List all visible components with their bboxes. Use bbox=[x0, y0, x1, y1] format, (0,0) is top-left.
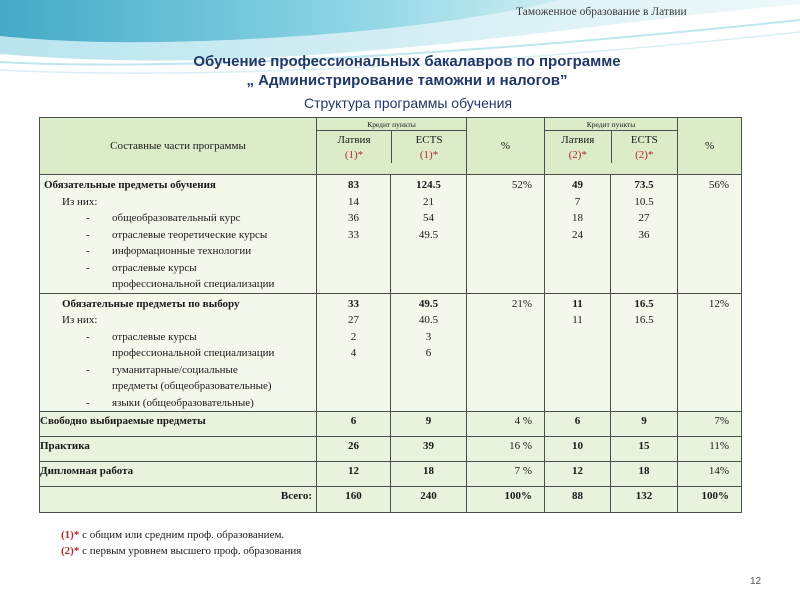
cell-value: 40.5 bbox=[418, 314, 439, 326]
section-mandatory-label bbox=[40, 175, 317, 294]
cell-value: 9 bbox=[611, 412, 678, 437]
credit-points-label-1: Кредит пункты bbox=[317, 118, 466, 131]
total-label: Всего: bbox=[40, 487, 317, 513]
list-item bbox=[40, 395, 316, 412]
footnotes bbox=[61, 527, 301, 559]
list-item-label: отраслевые курсы bbox=[112, 330, 197, 343]
cell-value: 6 bbox=[317, 412, 391, 437]
sec2-latvia-2 bbox=[545, 293, 611, 412]
sec1-latvia-1 bbox=[317, 175, 391, 294]
cell-value: 6 bbox=[425, 347, 432, 359]
footnote-mark: (1)* bbox=[61, 529, 80, 541]
dash-mark: - bbox=[86, 228, 90, 241]
cell-value: 100% bbox=[467, 487, 545, 513]
cell-value: 33 bbox=[348, 228, 359, 241]
percent-label-1: % bbox=[500, 140, 511, 152]
header-credit-points-1 bbox=[317, 118, 467, 175]
sec1-percent-2 bbox=[678, 175, 742, 294]
table-row bbox=[40, 462, 742, 487]
cell-value: 3 bbox=[425, 330, 432, 343]
cell-value: 18 bbox=[611, 462, 678, 487]
header-components-label: Составные части программы bbox=[110, 140, 246, 152]
page-number: 12 bbox=[750, 576, 762, 587]
section-mandatory-title: Обязательные предметы обучения bbox=[44, 179, 216, 191]
list-item bbox=[40, 210, 316, 227]
cell-value: 56% bbox=[708, 179, 730, 191]
mark-2-lv: (2)* bbox=[568, 149, 587, 161]
ects-label-2: ECTS bbox=[630, 134, 658, 146]
cell-value: 100% bbox=[678, 487, 742, 513]
cell-value: 49.5 bbox=[418, 228, 439, 241]
sec1-ects-1 bbox=[391, 175, 467, 294]
list-item bbox=[40, 329, 316, 346]
header-latvia-2 bbox=[545, 131, 611, 163]
cell-value: 33 bbox=[348, 297, 359, 310]
header-ects-2 bbox=[611, 131, 678, 163]
cell-value: 27 bbox=[348, 314, 359, 326]
table-total-row bbox=[40, 487, 742, 513]
cell-value: 18 bbox=[572, 212, 584, 224]
dash-mark: - bbox=[86, 396, 90, 409]
cell-value: 14% bbox=[678, 462, 742, 487]
cell-value: 21% bbox=[511, 297, 533, 310]
program-structure-table bbox=[39, 117, 742, 513]
cell-value: 12% bbox=[708, 297, 730, 310]
cell-value: 11 bbox=[572, 314, 583, 326]
cell-value: 7% bbox=[678, 412, 742, 437]
list-item bbox=[40, 362, 316, 379]
ects-label-1: ECTS bbox=[415, 134, 443, 146]
list-item-label: информационные технологии bbox=[112, 245, 252, 257]
footnote-1 bbox=[61, 527, 301, 543]
table-row bbox=[40, 437, 742, 462]
cell-value: 12 bbox=[545, 462, 611, 487]
slide-title-line-1: Обучение профессиональных бакалавров по программе bbox=[193, 53, 621, 70]
list-item-continuation: предметы (общеобразовательные) bbox=[112, 380, 272, 392]
sec2-latvia-1 bbox=[317, 293, 391, 412]
slide-title-line-2: „ Администрирование таможни и налогов” bbox=[246, 72, 568, 89]
list-item-continuation: профессиональной специализации bbox=[112, 278, 275, 290]
sec1-latvia-2 bbox=[545, 175, 611, 294]
sec2-percent-1 bbox=[467, 293, 545, 412]
cell-value: 24 bbox=[572, 228, 584, 241]
section-elective-row bbox=[40, 293, 742, 412]
cell-value: 240 bbox=[391, 487, 467, 513]
cell-value: 10.5 bbox=[634, 195, 654, 208]
cell-value: 54 bbox=[423, 212, 434, 224]
cell-value: 18 bbox=[391, 462, 467, 487]
list-item bbox=[40, 243, 316, 260]
section-elective-title: Обязательные предметы по выбору bbox=[62, 297, 240, 310]
cell-value: 7 bbox=[574, 195, 581, 208]
list-item bbox=[40, 227, 316, 244]
cell-value: 2 bbox=[350, 330, 357, 343]
dash-mark: - bbox=[86, 330, 90, 343]
sec2-percent-2 bbox=[678, 293, 742, 412]
cell-value: 27 bbox=[638, 212, 650, 224]
cell-value: 49 bbox=[572, 179, 584, 191]
footnote-text: с первым уровнем высшего проф. образования bbox=[79, 545, 302, 557]
mark-1-ects: (1)* bbox=[419, 149, 439, 161]
section-elective-of-them: Из них: bbox=[62, 314, 98, 326]
header-latvia-1 bbox=[317, 131, 391, 163]
cell-value: 160 bbox=[317, 487, 391, 513]
cell-value: 9 bbox=[391, 412, 467, 437]
list-item-label: отраслевые теоретические курсы bbox=[112, 228, 268, 241]
cell-value: 88 bbox=[545, 487, 611, 513]
cell-value: 15 bbox=[611, 437, 678, 462]
list-item-label: отраслевые курсы bbox=[112, 261, 197, 274]
cell-value: 124.5 bbox=[416, 179, 441, 191]
cell-value: 73.5 bbox=[634, 179, 654, 191]
sec1-ects-2 bbox=[611, 175, 678, 294]
cell-value: 36 bbox=[348, 212, 359, 224]
section-elective-label bbox=[40, 293, 317, 412]
cell-value: 132 bbox=[611, 487, 678, 513]
dash-mark: - bbox=[86, 245, 90, 257]
cell-value: 11 bbox=[572, 297, 583, 310]
table-row bbox=[40, 412, 742, 437]
cell-value: 49.5 bbox=[418, 297, 439, 310]
table-header-row bbox=[40, 118, 742, 175]
cell-value: 21 bbox=[423, 195, 434, 208]
row-label: Дипломная работа bbox=[40, 462, 317, 487]
cell-value: 52% bbox=[511, 179, 533, 191]
cell-value: 4 % bbox=[467, 412, 545, 437]
header-ects-1 bbox=[391, 131, 466, 163]
footnote-2 bbox=[61, 543, 301, 559]
mark-1-lv: (1)* bbox=[344, 149, 364, 161]
section-mandatory-row bbox=[40, 175, 742, 294]
cell-value: 4 bbox=[350, 347, 357, 359]
cell-value: 16.5 bbox=[634, 314, 654, 326]
credit-points-label-2: Кредит пункты bbox=[545, 118, 677, 131]
latvia-label-2: Латвия bbox=[561, 134, 595, 146]
cell-value: 7 % bbox=[467, 462, 545, 487]
slide-title bbox=[0, 52, 800, 90]
dash-mark: - bbox=[86, 261, 90, 274]
latvia-label-1: Латвия bbox=[337, 134, 371, 146]
section-mandatory-of-them: Из них: bbox=[62, 195, 98, 208]
cell-value: 11% bbox=[678, 437, 742, 462]
list-item-continuation: профессиональной специализации bbox=[112, 347, 275, 359]
cell-value: 6 bbox=[545, 412, 611, 437]
cell-value: 36 bbox=[638, 228, 650, 241]
cell-value: 39 bbox=[391, 437, 467, 462]
header-components bbox=[40, 118, 317, 175]
header-credit-points-2 bbox=[545, 118, 678, 175]
cell-value: 14 bbox=[348, 195, 359, 208]
cell-value: 26 bbox=[317, 437, 391, 462]
sec1-percent-1 bbox=[467, 175, 545, 294]
percent-label-2: % bbox=[704, 140, 715, 152]
list-item bbox=[40, 260, 316, 277]
dash-mark: - bbox=[86, 363, 90, 376]
list-item-label: общеобразовательный курс bbox=[112, 212, 241, 224]
header-percent-2 bbox=[678, 118, 742, 175]
list-item-label: гуманитарные/социальные bbox=[112, 363, 238, 376]
sec2-ects-1 bbox=[391, 293, 467, 412]
slide-subtitle: Структура программы обучения bbox=[303, 95, 513, 111]
header-title: Таможенное образование в Латвии bbox=[516, 6, 687, 18]
row-label: Практика bbox=[40, 437, 317, 462]
cell-value: 12 bbox=[317, 462, 391, 487]
footnote-mark: (2)* bbox=[61, 545, 80, 557]
mark-2-ects: (2)* bbox=[635, 149, 654, 161]
cell-value: 16.5 bbox=[634, 297, 654, 310]
dash-mark: - bbox=[86, 212, 90, 224]
sec2-ects-2 bbox=[611, 293, 678, 412]
cell-value: 83 bbox=[348, 179, 359, 191]
footnote-text: с общим или средним проф. образованием. bbox=[79, 529, 285, 541]
cell-value: 16 % bbox=[467, 437, 545, 462]
header-percent-1 bbox=[467, 118, 545, 175]
list-item-label: языки (общеобразовательные) bbox=[112, 396, 254, 409]
cell-value: 10 bbox=[545, 437, 611, 462]
row-label: Свободно выбираемые предметы bbox=[40, 412, 317, 437]
